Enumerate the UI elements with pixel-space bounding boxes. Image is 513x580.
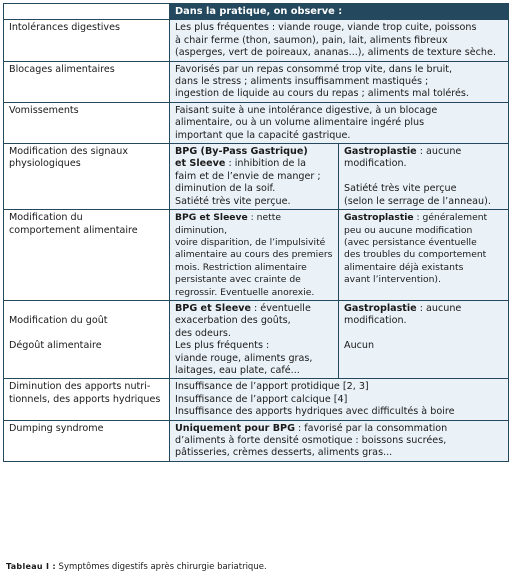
content-text: : généralement [413,212,488,224]
content-line: (avec persistance éventuelle [344,236,477,248]
content-line: Insuffisance des apports hydriques avec difficultés à boire [175,406,455,418]
content-line: pâtisseries, crèmes desserts, aliments gras... [175,447,393,459]
content-line: Les plus fréquentes : viande rouge, viande trop cuite, poissons [175,22,477,34]
content-line: (selon le serrage de l’anneau). [344,195,491,207]
row-label-line: Vomissements [9,104,79,116]
content-line: avant l’intervention). [344,274,441,286]
content-line: mois. Restriction alimentaire [175,261,307,273]
row-content [170,61,509,102]
content-line: ingestion de liquide au cours du repas ; aliments mal tolérés. [175,88,469,100]
row-content [170,379,509,420]
row-label [4,102,170,143]
bpg-label: BPG (By-Pass Gastrique) [175,146,308,158]
row-label-line: Dumping syndrome [9,422,104,434]
sleeve-label: et Sleeve [175,158,226,170]
content-line: peu ou aucune modification [344,224,473,236]
row-label-line: Diminution des apports nutri- [9,381,151,393]
table-header-row [4,4,509,20]
gastroplastie-label: Gastroplastie [344,212,414,224]
content-line: alimentaire, ou à un volume alimentaire ingéré plus [175,117,425,129]
content-line: alimentaire déjà existants [344,261,464,273]
content-line: regrossir. Eventuelle anorexie. [175,286,315,298]
table-header: Dans la pratique, on observe : [170,4,509,20]
content-text: : aucune [416,302,462,314]
row-label [4,300,170,378]
symptom-table [3,3,509,462]
table-row [4,144,509,210]
table-row [4,61,509,102]
content-line: Insuffisance de l’apport calcique [4] [175,393,348,405]
row-label [4,420,170,461]
row-label-line: Modification des signaux [9,146,129,158]
content-line: Faisant suite à une intolérance digestive, à un blocage [175,104,438,116]
content-line: Insuffisance de l’apport protidique [2, 3] [175,381,369,393]
content-line: important que la capacité gastrique. [175,129,351,141]
content-line: dans le stress ; aliments insuffisamment mastiqués ; [175,76,429,88]
table-caption [6,562,267,572]
row-label [4,144,170,210]
symptom-table-wrapper [3,3,508,462]
content-line: Les plus fréquents : [175,340,270,352]
caption-text: Symptômes digestifs après chirurgie bariatrique. [55,562,267,572]
content-line: Aucun [344,340,375,352]
row-content-bpg [170,210,339,301]
content-line: (asperges, vert de poireaux, ananas...), aliments de texture sèche. [175,47,496,59]
content-line: modification. [344,158,407,170]
table-row [4,20,509,61]
content-line: des troubles du comportement [344,249,487,261]
content-text: : favorisé par la consommation [294,422,448,434]
row-label-line: Modification du goût [9,315,108,327]
row-label [4,20,170,61]
table-row [4,300,509,378]
content-line: Satiété très vite perçue [344,183,457,195]
table-row [4,102,509,143]
content-line: à chair ferme (thon, saumon), pain, lait, aliments fibreux [175,34,448,46]
row-content [170,102,509,143]
row-label-line: tionnels, des apports hydriques [9,393,161,405]
content-line: persistante avec crainte de [175,274,301,286]
content-text: : aucune [416,146,462,158]
content-line: faim et de l’envie de manger ; [175,170,321,182]
row-label-line: comportement alimentaire [9,224,138,236]
row-content-gastroplastie [339,210,509,301]
row-label [4,61,170,102]
bpg-label: BPG et Sleeve [175,212,248,224]
caption-label: Tableau I : [6,562,56,571]
row-label-line: Intolérances digestives [9,22,120,34]
table-row [4,379,509,420]
content-line: diminution de la soif. [175,183,276,195]
gastroplastie-label: Gastroplastie [344,146,417,158]
content-line: Favorisés par un repas consommé trop vite, dans le bruit, [175,63,453,75]
content-line: des odeurs. [175,327,231,339]
row-content-bpg [170,144,339,210]
content-text: : nette diminution, [175,212,282,236]
content-line: Satiété très vite perçue. [175,195,291,207]
content-line: d’aliments à forte densité osmotique : boissons sucrées, [175,435,447,446]
table-row [4,210,509,301]
content-line: alimentaire au cours des premiers [175,249,333,261]
row-label [4,379,170,420]
content-line: modification. [344,315,407,327]
bpg-only-label: Uniquement pour BPG [175,422,295,434]
content-text: : inhibition de la [225,158,306,170]
row-label [4,210,170,301]
header-blank-cell [4,4,170,20]
row-content [170,20,509,61]
row-content [170,420,509,461]
row-label-line: Dégoût alimentaire [9,340,102,352]
content-line: laitages, eau plate, café... [175,364,300,376]
gastroplastie-label: Gastroplastie [344,302,417,314]
row-content-gastroplastie [339,144,509,210]
content-line: exacerbation des goûts, [175,315,291,327]
bpg-label: BPG et Sleeve [175,302,251,314]
table-row [4,420,509,461]
content-text: : éventuelle [250,302,311,314]
row-content-bpg [170,300,339,378]
content-line: viande rouge, aliments gras, [175,352,313,364]
content-line: voire disparition, de l’impulsivité [175,236,326,248]
row-label-line: physiologiques [9,158,81,170]
row-content-gastroplastie [339,300,509,378]
row-label-line: Modification du [9,212,83,224]
row-label-line: Blocages alimentaires [9,63,115,75]
